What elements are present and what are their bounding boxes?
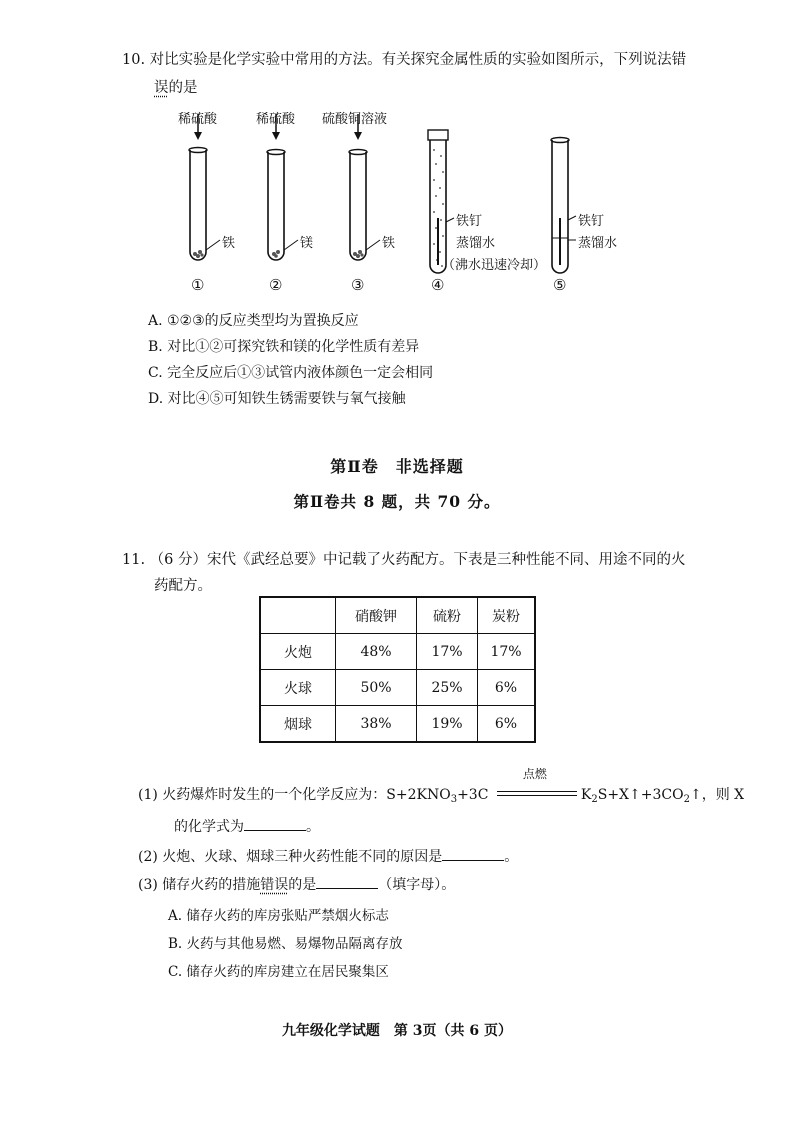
q10-option-d[interactable]: D. 对比④⑤可知铁生锈需要铁与氧气接触 xyxy=(148,391,406,407)
test-tube-3 xyxy=(349,114,380,260)
q11-part2 xyxy=(138,846,518,866)
test-tube-2 xyxy=(267,114,298,260)
test-tube-4 xyxy=(428,130,454,273)
equation-reactants: (1) 火药爆炸时发生的一个化学反应为：S+2KNO xyxy=(138,787,451,803)
q10-stem-line1: 10. 对比实验是化学实验中常用的方法。有关探究金属性质的实验如图所示，下列说法错 xyxy=(122,52,687,68)
tube4-label-water: 蒸馏水 xyxy=(456,236,496,251)
q10-stem-line2 xyxy=(154,76,198,97)
tube1-reagent: 稀硫酸 xyxy=(178,112,218,127)
tube4-label-nail: 铁钉 xyxy=(456,214,483,229)
section-subtitle: 第Ⅱ卷共 8 题，共 70 分。 xyxy=(293,492,501,511)
part3-mid: 的是 xyxy=(288,877,317,893)
table-row xyxy=(260,706,535,743)
table-cell: 38% xyxy=(336,706,417,743)
test-tube-1 xyxy=(189,114,220,260)
page-footer: 九年级化学试题 第 3页（共 6 页） xyxy=(281,1023,513,1039)
table-header-cell: 硝酸钾 xyxy=(336,597,417,634)
tube5-number: ⑤ xyxy=(553,276,567,294)
part3-suffix: （填字母）。 xyxy=(378,877,456,893)
test-tube-5 xyxy=(551,138,576,274)
q11-part1-equation xyxy=(138,767,745,805)
table-cell: 25% xyxy=(417,670,478,706)
tube4-label-note: （沸水迅速冷却） xyxy=(442,258,547,273)
tube3-reagent: 硫酸铜溶液 xyxy=(322,112,388,127)
table-cell: 50% xyxy=(336,670,417,706)
tube1-number: ① xyxy=(191,276,205,294)
table-cell: 火球 xyxy=(260,670,336,706)
tube4-number: ④ xyxy=(431,276,445,294)
table-header-cell: 硫粉 xyxy=(417,597,478,634)
answer-blank[interactable] xyxy=(316,876,378,889)
equation-reactant-c: +3C xyxy=(457,787,489,803)
tube3-number: ③ xyxy=(351,276,365,294)
q10-option-b[interactable]: B. 对比①②可探究铁和镁的化学性质有差异 xyxy=(148,339,420,355)
answer-blank[interactable] xyxy=(442,848,504,861)
gunpowder-table xyxy=(259,596,536,743)
table-header-row xyxy=(260,597,535,634)
table-row xyxy=(260,670,535,706)
tube5-label-water: 蒸馏水 xyxy=(578,236,618,251)
equation-product-k: K xyxy=(580,787,592,803)
answer-blank[interactable] xyxy=(244,818,306,831)
table-cell: 6% xyxy=(478,670,536,706)
tube2-metal: 镁 xyxy=(300,236,314,251)
table-header-cell: 炭粉 xyxy=(478,597,536,634)
tube5-label-nail: 铁钉 xyxy=(578,214,605,229)
part3-prompt: (3) 储存火药的措施 xyxy=(138,877,261,893)
q11-option-c[interactable]: C. 储存火药的库房建立在居民聚集区 xyxy=(168,964,389,980)
equation-products: S+X↑+3CO xyxy=(597,787,684,803)
subscript: 2 xyxy=(683,794,690,805)
q11-stem-line2: 药配方。 xyxy=(154,578,212,594)
table-cell: 6% xyxy=(478,706,536,743)
equation-suffix: ↑，则 X xyxy=(689,787,745,803)
q11-part3 xyxy=(138,874,455,894)
table-cell: 烟球 xyxy=(260,706,336,743)
q10-option-a[interactable]: A. ①②③的反应类型均为置换反应 xyxy=(148,313,359,329)
table-cell: 17% xyxy=(417,634,478,670)
q10-stem-suffix: 的是 xyxy=(168,80,198,96)
q11-part1-line2 xyxy=(174,816,320,836)
q11-option-a[interactable]: A. 储存火药的库房张贴严禁烟火标志 xyxy=(168,908,389,924)
reaction-condition: 点燃 xyxy=(522,767,547,781)
q10-option-c[interactable]: C. 完全反应后①③试管内液体颜色一定会相同 xyxy=(148,365,434,381)
subscript: 2 xyxy=(591,794,598,805)
subscript: 3 xyxy=(450,794,458,805)
table-cell: 火炮 xyxy=(260,634,336,670)
q10-apparatus-figure xyxy=(140,100,620,300)
q11-stem-line1: 11. （6 分）宋代《武经总要》中记载了火药配方。下表是三种性能不同、用途不同的火 xyxy=(122,552,686,568)
part3-emphasis: 错误 xyxy=(260,877,289,893)
table-cell: 19% xyxy=(417,706,478,743)
part2-prompt: (2) 火炮、火球、烟球三种火药性能不同的原因是 xyxy=(138,849,443,865)
table-row xyxy=(260,634,535,670)
table-cell: 17% xyxy=(478,634,536,670)
part1-prompt: 的化学式为 xyxy=(174,819,244,835)
tube3-metal: 铁 xyxy=(382,236,396,251)
tube2-number: ② xyxy=(269,276,283,294)
q10-emphasis: 误 xyxy=(154,80,169,96)
section-title: 第Ⅱ卷 非选择题 xyxy=(330,457,464,476)
reaction-arrow xyxy=(495,767,579,799)
part2-end: 。 xyxy=(504,849,519,865)
table-header-cell xyxy=(260,597,336,634)
table-cell: 48% xyxy=(336,634,417,670)
tube1-metal: 铁 xyxy=(222,236,236,251)
part1-end: 。 xyxy=(306,819,320,835)
q11-option-b[interactable]: B. 火药与其他易燃、易爆物品隔离存放 xyxy=(168,936,403,952)
tube2-reagent: 稀硫酸 xyxy=(256,112,296,127)
